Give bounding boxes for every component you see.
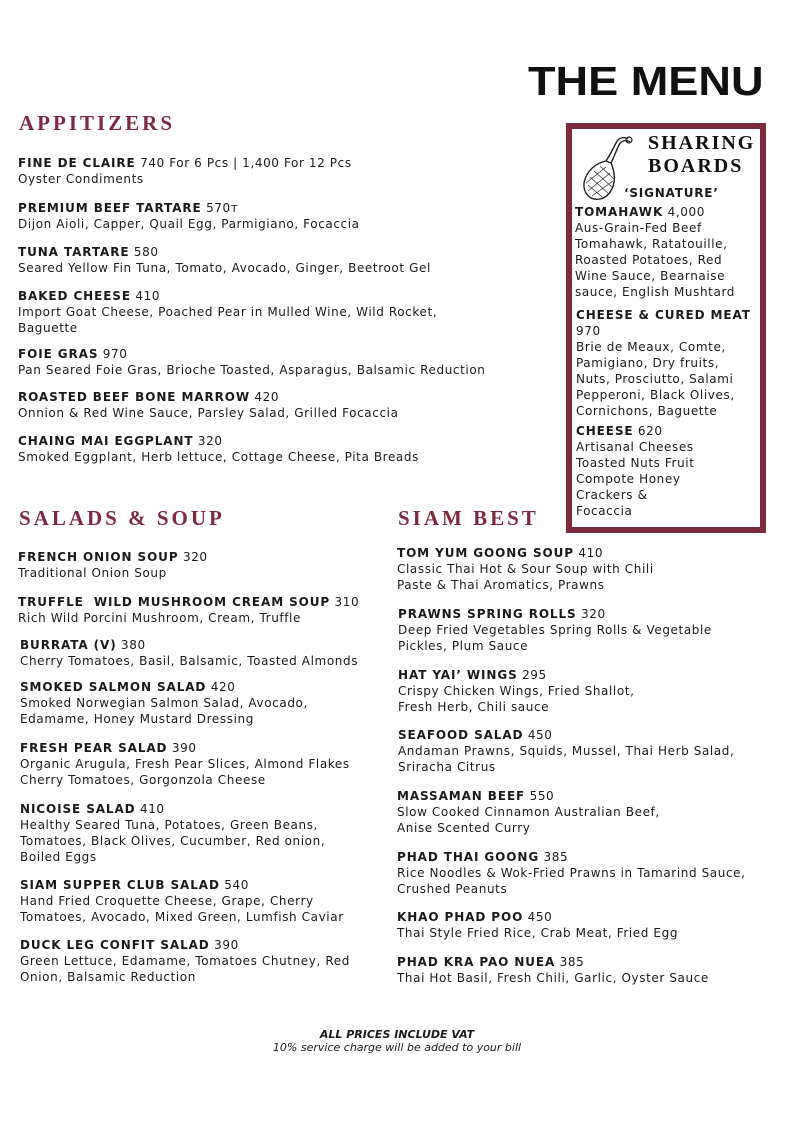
item-price: 320 [581,607,606,621]
item-name: KHAO PHAD POO [397,910,524,924]
menu-item [398,667,668,715]
item-price: 295 [522,668,547,682]
item-name: NICOISE SALAD [20,802,136,816]
item-name: TUNA TARTARE [18,245,130,259]
item-price: 410 [578,546,604,560]
item-description: Cherry Tomatoes, Basil, Balsamic, Toasted Almonds [20,654,359,668]
menu-item [18,244,538,276]
item-name: ROASTED BEEF BONE MARROW [18,390,250,404]
item-description: Thai Hot Basil, Fresh Chili, Garlic, Oyster Sauce [397,971,709,985]
item-price: 410 [135,289,161,303]
item-name: FINE DE CLAIRE [18,156,136,170]
item-description: Brie de Meaux, Comte, Pamigiano, Dry fruits, Nuts, Prosciutto, Salami Pepperoni, Black Olives, Cornichons, Baguette [576,340,735,418]
item-price: 420 [210,680,236,694]
item-price: 620 [637,424,663,438]
item-price: 390 [214,938,239,952]
item-price: 320 [197,434,223,448]
menu-item [397,849,777,897]
menu-item [397,909,777,941]
item-description: Dijon Aioli, Capper, Quail Egg, Parmigiano, Focaccia [18,217,360,231]
item-price: 970 [576,324,601,338]
item-description: Organic Arugula, Fresh Pear Slices, Almond Flakes Cherry Tomatoes, Gorgonzola Cheese [20,757,350,787]
menu-item [576,423,760,519]
service-charge-note: 10% service charge will be added to your bill [272,1041,522,1054]
heading-line: SHARING [648,132,756,154]
item-description: Smoked Eggplant, Herb lettuce, Cottage Cheese, Pita Breads [18,450,419,464]
item-price: 580 [133,245,159,259]
item-price: 385 [559,955,585,969]
menu-item [398,606,743,654]
siam-best-heading: SIAM BEST [398,506,539,530]
item-price: 420 [254,390,280,404]
sharing-boards-heading [648,132,755,178]
menu-item [18,389,538,421]
menu-item [18,549,378,581]
item-name: HAT YAI’ WINGS [398,668,518,682]
item-description: Andaman Prawns, Squids, Mussel, Thai Herb Salad, Sriracha Citrus [398,744,735,774]
item-price: 540 [224,878,249,892]
menu-item [397,545,657,593]
item-name: TOMAHAWK [575,205,664,219]
item-description: Artisanal Cheeses Toasted Nuts Fruit Compote Honey Crackers & Focaccia [576,440,695,518]
item-price: 385 [543,850,569,864]
menu-item [18,288,488,336]
item-price: 450 [527,728,553,742]
item-name: TRUFFLE WILD MUSHROOM CREAM SOUP [18,595,331,609]
item-description: Seared Yellow Fin Tuna, Tomato, Avocado, Ginger, Beetroot Gel [18,261,431,275]
item-description: Deep Fried Vegetables Spring Rolls & Vegetable Pickles, Plum Sauce [398,623,712,653]
item-description: Slow Cooked Cinnamon Australian Beef, Anise Scented Curry [397,805,660,835]
item-description: Crispy Chicken Wings, Fried Shallot, Fresh Herb, Chili sauce [398,684,635,714]
item-name: FOIE GRAS [18,347,99,361]
item-name: SIAM SUPPER CLUB SALAD [20,878,220,892]
item-description: Healthy Seared Tuna, Potatoes, Green Beans, Tomatoes, Black Olives, Cucumber, Red onion, Boiled Eggs [20,818,326,864]
item-description: Smoked Norwegian Salmon Salad, Avocado, Edamame, Honey Mustard Dressing [20,696,308,726]
item-name: BAKED CHEESE [18,289,131,303]
item-description: Rich Wild Porcini Mushroom, Cream, Truffle [18,611,301,625]
item-name: PHAD THAI GOONG [397,850,540,864]
item-description: Import Goat Cheese, Poached Pear in Mulled Wine, Wild Rocket, Baguette [18,305,438,335]
item-name: PRAWNS SPRING ROLLS [398,607,577,621]
menu-item [18,346,538,378]
heading-line: BOARDS [648,155,744,177]
item-name: FRESH PEAR SALAD [20,741,168,755]
item-price: 740 For 6 Pcs | 1,400 For 12 Pcs [140,156,352,170]
menu-item [18,155,538,187]
menu-item [20,801,365,865]
item-price: 310 [334,595,360,609]
item-name: SMOKED SALMON SALAD [20,680,207,694]
item-name: FRENCH ONION SOUP [18,550,179,564]
menu-item [18,200,538,232]
menu-item [18,594,388,626]
menu-item [397,788,697,836]
item-price: 550 [529,789,555,803]
menu-item [20,637,390,669]
item-name: BURRATA (V) [20,638,117,652]
item-price: 320 [182,550,208,564]
item-description: Traditional Onion Soup [18,566,167,580]
item-name: CHAING MAI EGGPLANT [18,434,194,448]
item-price: 4,000 [667,205,705,219]
item-description: Hand Fried Croquette Cheese, Grape, Cherry Tomatoes, Avocado, Mixed Green, Lumfish Caviar [20,894,344,924]
signature-label: ‘SIGNATURE’ [624,186,719,200]
item-name: CHEESE & CURED MEAT [576,308,751,322]
item-name: DUCK LEG CONFIT SALAD [20,938,210,952]
item-price: 970 [102,347,128,361]
item-price: 380 [121,638,146,652]
item-price: 410 [139,802,165,816]
item-name: CHEESE [576,424,634,438]
footer-note [250,1028,544,1054]
item-name: TOM YUM GOONG SOUP [397,546,574,560]
menu-item [20,877,380,925]
item-name: PHAD KRA PAO NUEA [397,955,556,969]
item-description: Oyster Condiments [18,172,144,186]
item-price: 450 [527,910,553,924]
item-price: 390 [171,741,197,755]
item-description: Rice Noodles & Wok-Fried Prawns in Tamarind Sauce, Crushed Peanuts [397,866,746,896]
item-description: Pan Seared Foie Gras, Brioche Toasted, Asparagus, Balsamic Reduction [18,363,486,377]
salads-soup-heading: SALADS & SOUP [19,506,225,530]
menu-item [20,937,350,985]
vat-note: ALL PRICES INCLUDE VAT [319,1028,475,1041]
item-description: Green Lettuce, Edamame, Tomatoes Chutney, Red Onion, Balsamic Reduction [20,954,350,984]
page-title: THE MENU [528,58,764,104]
menu-item [20,679,340,727]
item-name: PREMIUM BEEF TARTARE [18,201,202,215]
item-price: 570т [206,201,239,215]
menu-item [398,727,758,775]
menu-item [576,307,760,419]
appetizers-heading: APPITIZERS [19,111,176,135]
item-description: Onnion & Red Wine Sauce, Parsley Salad, Grilled Focaccia [18,406,399,420]
menu-item [575,204,759,300]
menu-item [20,740,380,788]
menu-item [18,433,538,465]
item-name: SEAFOOD SALAD [398,728,524,742]
item-description: Thai Style Fried Rice, Crab Meat, Fried Egg [397,926,679,940]
item-name: MASSAMAN BEEF [397,789,526,803]
menu-item [397,954,787,986]
item-description: Classic Thai Hot & Sour Soup with Chili Paste & Thai Aromatics, Prawns [397,562,654,592]
sharing-boards-panel [566,123,766,533]
item-description: Aus-Grain-Fed Beef Tomahawk, Ratatouille, Roasted Potatoes, Red Wine Sauce, Bearnaise sauce, English Mushtard [575,221,735,299]
